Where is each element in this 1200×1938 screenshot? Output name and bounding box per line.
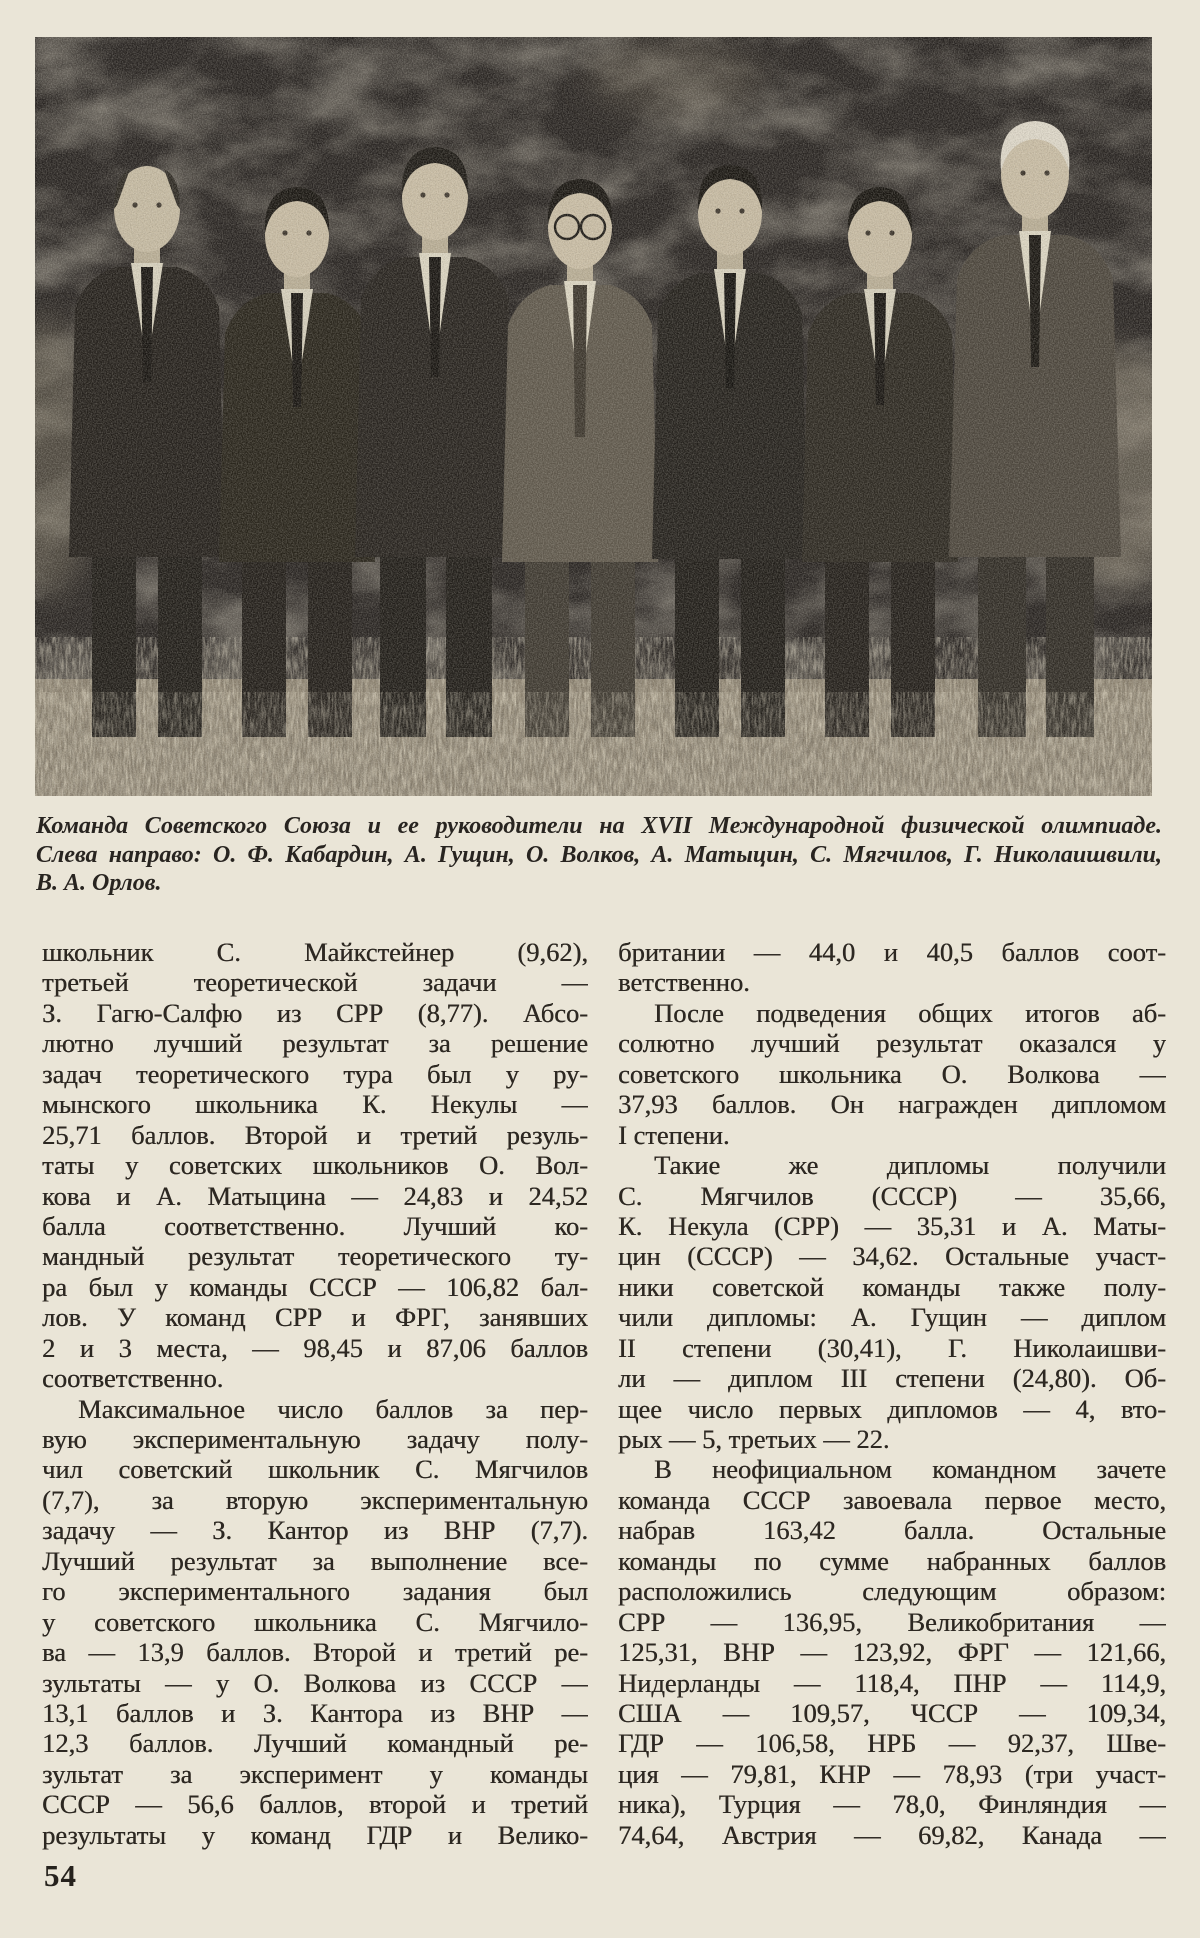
text-line: советского школьника О. Волкова — xyxy=(618,1058,1166,1089)
text-line: мандный результат теоретического ту- xyxy=(42,1241,588,1272)
article-body xyxy=(42,937,1166,1850)
text-line: задачу — З. Кантор из ВНР (7,7). xyxy=(42,1515,588,1546)
text-line: 2 и 3 места, — 98,45 и 87,06 баллов xyxy=(42,1332,588,1363)
text-line: рых — 5, третьих — 22. xyxy=(618,1424,890,1454)
text-line: лютно лучший результат за решение xyxy=(42,1028,588,1059)
text-line: цин (СССР) — 34,62. Остальные участ- xyxy=(618,1241,1166,1272)
page-number: 54 xyxy=(44,1858,77,1893)
text-line: вую экспериментальную задачу полу- xyxy=(42,1424,588,1454)
text-column-left xyxy=(42,937,588,1850)
text-line: СРР — 136,95, Великобритания — xyxy=(618,1606,1166,1637)
text-line: К. Некула (СРР) — 35,31 и А. Маты- xyxy=(618,1210,1166,1241)
text-line: го экспериментального задания был xyxy=(42,1576,588,1607)
text-line: ра был у команды СССР — 106,82 бал- xyxy=(42,1271,588,1302)
text-line: ники советской команды также полу- xyxy=(618,1271,1166,1302)
text-line: После подведения общих итогов аб- xyxy=(654,997,1166,1028)
text-column-right xyxy=(618,937,1166,1850)
text-line: США — 109,57, ЧССР — 109,34, xyxy=(618,1697,1166,1728)
text-line: В. А. Орлов. xyxy=(36,870,162,896)
text-line: балла соответственно. Лучший ко- xyxy=(42,1210,588,1241)
text-line: таты у советских школьников О. Вол- xyxy=(42,1150,588,1181)
text-line: задач теоретического тура был у ру- xyxy=(42,1058,588,1089)
text-line: Слева направо: О. Ф. Кабардин, А. Гущин, О. Волков, А. Матыцин, С. Мягчилов, Г. Николаишвили, xyxy=(36,841,1162,868)
text-line: В неофициальном командном зачете xyxy=(654,1454,1166,1485)
text-line: зультат за эксперимент у команды xyxy=(42,1758,588,1789)
text-line: 13,1 баллов и З. Кантора из ВНР — xyxy=(42,1697,588,1728)
text-line: зультаты — у О. Волкова из СССР — xyxy=(42,1667,588,1698)
text-line: I степени. xyxy=(618,1119,730,1150)
text-line: ГДР — 106,58, НРБ — 92,37, Шве- xyxy=(618,1728,1166,1759)
text-line: (7,7), за вторую экспериментальную xyxy=(42,1484,588,1515)
text-line: Нидерланды — 118,4, ПНР — 114,9, xyxy=(618,1667,1166,1698)
text-line: С. Мягчилов (СССР) — 35,66, xyxy=(618,1180,1166,1211)
text-line: команды по сумме набранных баллов xyxy=(618,1545,1166,1576)
text-line: ция — 79,81, КНР — 78,93 (три участ- xyxy=(618,1758,1166,1789)
text-line: мынского школьника К. Некулы — xyxy=(42,1089,588,1120)
text-line: расположились следующим образом: xyxy=(618,1576,1166,1607)
text-line: 37,93 баллов. Он награжден дипломом xyxy=(618,1089,1166,1120)
text-line: команда СССР завоевала первое место, xyxy=(618,1484,1166,1515)
text-line: Лучший результат за выполнение все- xyxy=(42,1545,588,1576)
text-line: у советского школьника С. Мягчило- xyxy=(42,1606,588,1637)
text-line: ва — 13,9 баллов. Второй и третий ре- xyxy=(42,1637,588,1668)
text-line: солютно лучший результат оказался у xyxy=(618,1028,1166,1059)
text-line: кова и А. Матыцина — 24,83 и 24,52 xyxy=(42,1180,588,1211)
text-line: З. Гагю-Салфю из СРР (8,77). Абсо- xyxy=(42,997,588,1028)
text-line: школьник С. Майкстейнер (9,62), xyxy=(42,937,588,967)
text-line: 25,71 баллов. Второй и третий резуль- xyxy=(42,1119,588,1150)
text-line: Команда Советского Союза и ее руководители на XVII Международной физической олимпиаде. xyxy=(36,813,1162,839)
team-photo-graphic xyxy=(35,37,1152,796)
text-line: СССР — 56,6 баллов, второй и третий xyxy=(42,1789,588,1820)
text-line: 12,3 баллов. Лучший командный ре- xyxy=(42,1728,588,1759)
text-line: ли — диплом III степени (24,80). Об- xyxy=(618,1363,1166,1394)
text-line: британии — 44,0 и 40,5 баллов соот- xyxy=(618,937,1166,967)
text-line: ветственно. xyxy=(618,967,750,998)
text-line: третьей теоретической задачи — xyxy=(42,967,588,998)
text-line: Максимальное число баллов за пер- xyxy=(78,1393,588,1424)
text-line: результаты у команд ГДР и Велико- xyxy=(42,1819,588,1850)
text-line: лов. У команд СРР и ФРГ, занявших xyxy=(42,1302,588,1333)
text-line: II степени (30,41), Г. Николаишви- xyxy=(618,1332,1166,1363)
text-line: Такие же дипломы получили xyxy=(654,1150,1166,1181)
photo-caption xyxy=(36,812,1162,898)
text-line: чили дипломы: А. Гущин — диплом xyxy=(618,1302,1166,1333)
team-photo xyxy=(35,37,1152,796)
text-line: чил советский школьник С. Мягчилов xyxy=(42,1454,588,1485)
text-line: 125,31, ВНР — 123,92, ФРГ — 121,66, xyxy=(618,1637,1166,1668)
text-line: щее число первых дипломов — 4, вто- xyxy=(618,1393,1166,1424)
text-line: набрав 163,42 балла. Остальные xyxy=(618,1515,1166,1546)
text-line: 74,64, Австрия — 69,82, Канада — xyxy=(618,1819,1166,1850)
text-line: ника), Турция — 78,0, Финляндия — xyxy=(618,1789,1166,1820)
text-line: соответственно. xyxy=(42,1363,224,1394)
